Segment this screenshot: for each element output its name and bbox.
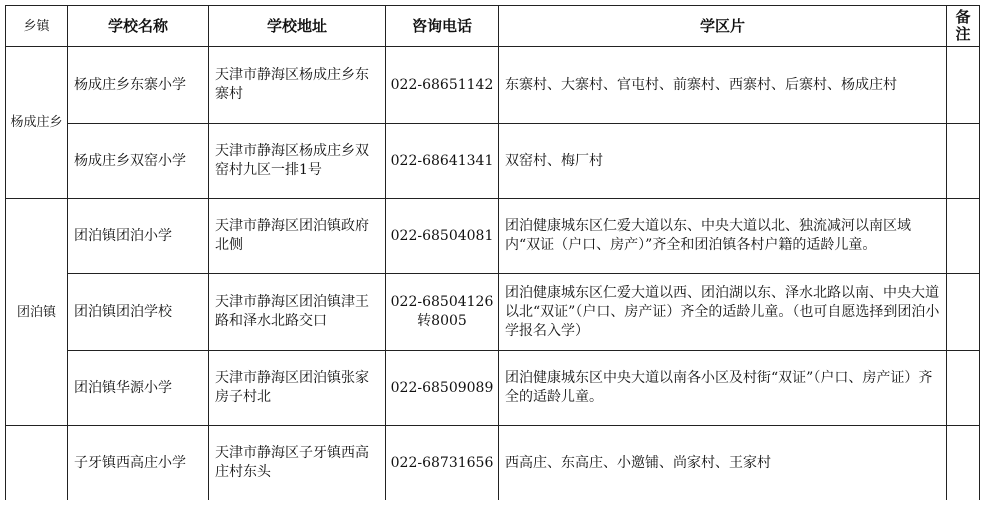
table-row — [6, 124, 980, 199]
school-address-cell: 天津市静海区子牙镇西高庄村东头 — [209, 426, 386, 501]
town-cell: 团泊镇 — [6, 199, 68, 426]
school-name-cell: 团泊镇团泊学校 — [68, 274, 209, 351]
district-cell: 团泊健康城东区仁爱大道以西、团泊湖以东、泽水北路以南、中央大道以北“双证”（户口、房产证）齐全的适龄儿童。（也可自愿选择到团泊小学报名入学） — [499, 274, 947, 351]
table-row — [6, 351, 980, 426]
town-cell — [6, 426, 68, 501]
header-school-address: 学校地址 — [209, 6, 386, 47]
school-address-cell: 天津市静海区杨成庄乡东寨村 — [209, 47, 386, 124]
school-name-cell: 杨成庄乡双窑小学 — [68, 124, 209, 199]
phone-number: 022-68641341 — [390, 152, 494, 169]
phone-cell — [386, 47, 499, 124]
district-cell: 双窑村、梅厂村 — [499, 124, 947, 199]
table-row — [6, 274, 980, 351]
school-address-cell: 天津市静海区杨成庄乡双窑村九区一排1号 — [209, 124, 386, 199]
phone-number: 022-68509089 — [390, 379, 494, 396]
header-district: 学区片 — [499, 6, 947, 47]
district-cell: 西高庄、东高庄、小邀铺、尚家村、王家村 — [499, 426, 947, 501]
school-address-cell: 天津市静海区团泊镇张家房子村北 — [209, 351, 386, 426]
header-note — [947, 6, 980, 47]
phone-number: 022-68731656 — [390, 454, 494, 471]
school-address-cell: 天津市静海区团泊镇津王路和泽水北路交口 — [209, 274, 386, 351]
header-row — [6, 6, 980, 47]
header-school-name: 学校名称 — [68, 6, 209, 47]
header-town: 乡镇 — [6, 6, 68, 47]
school-address-cell: 天津市静海区团泊镇政府北侧 — [209, 199, 386, 274]
phone-cell — [386, 426, 499, 501]
school-name-cell: 团泊镇团泊小学 — [68, 199, 209, 274]
header-note-line1: 备 — [955, 8, 971, 26]
phone-cell — [386, 199, 499, 274]
table-row — [6, 47, 980, 124]
note-cell — [947, 426, 980, 501]
school-name-cell: 团泊镇华源小学 — [68, 351, 209, 426]
phone-number: 022-68651142 — [390, 76, 494, 93]
note-cell — [947, 124, 980, 199]
school-name-cell: 杨成庄乡东寨小学 — [68, 47, 209, 124]
school-name-cell: 子牙镇西高庄小学 — [68, 426, 209, 501]
district-cell: 团泊健康城东区仁爱大道以东、中央大道以北、独流减河以南区域内“双证（户口、房产）”齐全和团泊镇各村户籍的适龄儿童。 — [499, 199, 947, 274]
note-cell — [947, 199, 980, 274]
note-cell — [947, 351, 980, 426]
header-note-line2: 注 — [955, 25, 971, 43]
header-phone: 咨询电话 — [386, 6, 499, 47]
note-cell — [947, 47, 980, 124]
phone-cell — [386, 274, 499, 351]
note-cell — [947, 274, 980, 351]
table-row — [6, 199, 980, 274]
phone-number: 022-68504126 — [390, 294, 494, 310]
school-district-table — [5, 5, 980, 500]
phone-extension: 转8005 — [417, 313, 467, 329]
town-cell: 杨成庄乡 — [6, 47, 68, 199]
phone-number: 022-68504081 — [390, 227, 494, 244]
table-row — [6, 426, 980, 501]
phone-cell — [386, 124, 499, 199]
district-cell: 东寨村、大寨村、官屯村、前寨村、西寨村、后寨村、杨成庄村 — [499, 47, 947, 124]
district-cell: 团泊健康城东区中央大道以南各小区及村街“双证”（户口、房产证）齐全的适龄儿童。 — [499, 351, 947, 426]
phone-cell — [386, 351, 499, 426]
